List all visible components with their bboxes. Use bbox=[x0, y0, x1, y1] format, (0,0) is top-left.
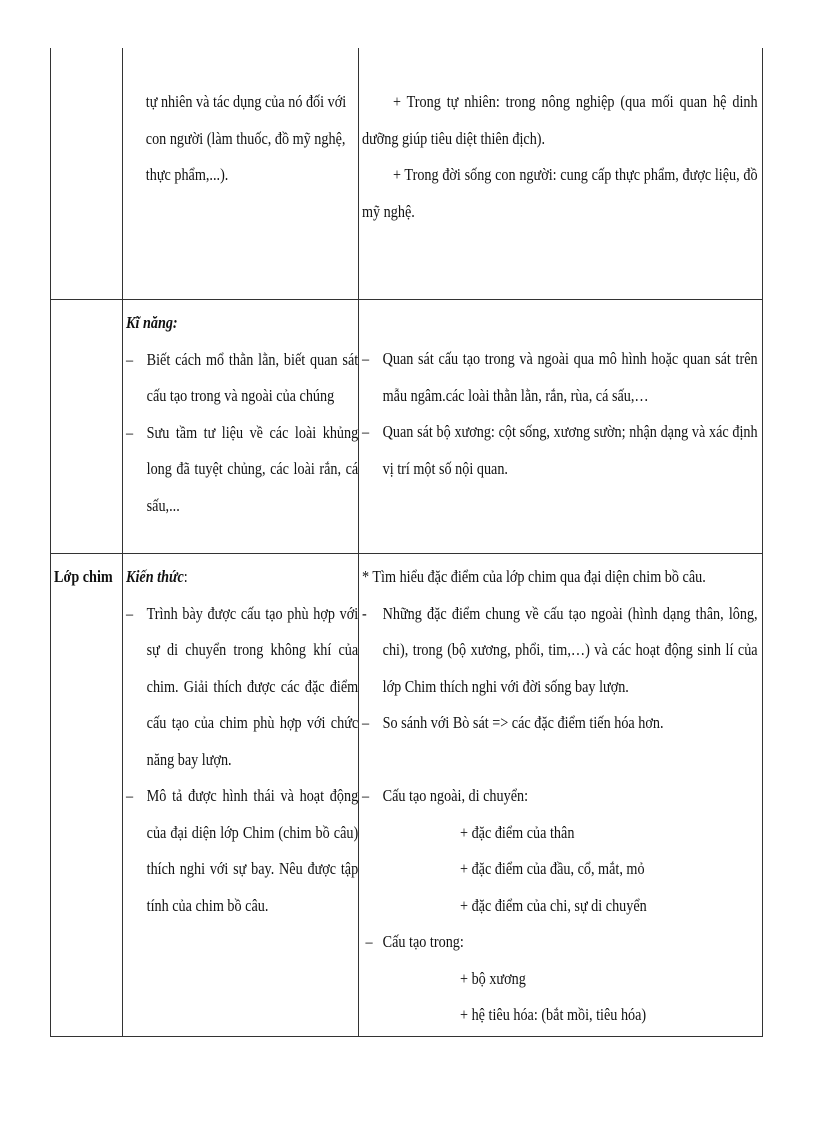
row2-heading: Kĩ năng: bbox=[126, 313, 178, 332]
row-divider-1 bbox=[50, 299, 762, 300]
row1-line-2: con người (làm thuốc, đồ mỹ nghệ, bbox=[145, 128, 346, 148]
row3-topic: Lớp chim bbox=[54, 567, 113, 586]
row2-activity-2: – Quan sát bộ xương: cột sống, xương sườn; nhận dạng và xác định vị trí một số nội quan. bbox=[362, 422, 758, 478]
row3-outer-sub-2: + đặc điểm của đầu, cổ, mắt, mỏ bbox=[460, 859, 645, 878]
row1-activity-human: + Trong đời sống con người: cung cấp thực phẩm, được liệu, đồ mỹ nghệ. bbox=[362, 165, 758, 221]
row2-skills-cell bbox=[126, 305, 358, 524]
row3-intro: * Tìm hiểu đặc điểm của lớp chim qua đại diện chim bồ câu. bbox=[362, 567, 706, 586]
column-divider-1 bbox=[122, 48, 123, 1036]
row2-activity-1: – Quan sát cấu tạo trong và ngoài qua mô hình hoặc quan sát trên mẫu ngâm.các loài thằn lằn, rắn, rùa, cá sấu,… bbox=[362, 349, 758, 405]
row2-skill-1: – Biết cách mổ thằn lằn, biết quan sát cấu tạo trong và ngoài của chúng bbox=[126, 349, 359, 405]
row3-inner-sub-2: + hệ tiêu hóa: (bắt mồi, tiêu hóa) bbox=[460, 1005, 647, 1024]
row3-outer-sub-1: + đặc điểm của thân bbox=[460, 822, 575, 842]
row1-activity-cell bbox=[362, 84, 758, 230]
row3-inner-sub-1: + bộ xương bbox=[460, 968, 526, 988]
row3-activity-cell bbox=[362, 559, 758, 1034]
row3-knowledge-cell bbox=[126, 559, 358, 924]
row2-skill-2: – Sưu tầm tư liệu về các loài khủng long đã tuyệt chủng, các loài rắn, cá sấu,... bbox=[126, 422, 359, 515]
row1-knowledge-cell bbox=[126, 84, 361, 194]
curriculum-table bbox=[50, 48, 763, 1037]
row3-compare: – So sánh với Bò sát => các đặc điểm tiến hóa hơn. bbox=[362, 713, 664, 732]
row3-knowledge-2: – Mô tả được hình thái và hoạt động của đại diện lớp Chim (chim bồ câu) thích nghi với sự bay. Nêu được tập tính của chim bồ câu. bbox=[126, 786, 359, 915]
row3-outer: – Cấu tạo ngoài, di chuyển: bbox=[362, 786, 529, 805]
table-border-left bbox=[50, 48, 51, 1036]
row3-inner: – Cấu tạo trong: bbox=[362, 932, 464, 951]
row3-knowledge-1: – Trình bày được cấu tạo phù hợp với sự di chuyển trong không khí của chim. Giải thích được các đặc điểm cấu tạo của chim phù hợp với chức năng bay lượn. bbox=[126, 603, 359, 769]
row1-line-1: tự nhiên và tác dụng của nó đối với bbox=[145, 92, 347, 111]
row1-line-3: thực phẩm,...). bbox=[145, 165, 229, 184]
row-divider-2 bbox=[50, 553, 762, 554]
row3-outer-sub-3: + đặc điểm của chi, sự di chuyển bbox=[460, 895, 647, 915]
row1-activity-nature: + Trong tự nhiên: trong nông nghiệp (qua mối quan hệ dinh dưỡng giúp tiêu diệt thiên địch). bbox=[362, 92, 758, 148]
row3-heading: Kiến thức: bbox=[126, 567, 188, 586]
row3-spacer bbox=[362, 742, 758, 779]
row3-topic-cell bbox=[54, 559, 114, 596]
row3-point: - Những đặc điểm chung về cấu tạo ngoài (hình dạng thân, lông, chi), trong (bộ xương, phổi, tim,…) và các hoạt động sinh lí của lớp Chim thích nghi với đời sống bay lượn. bbox=[362, 603, 758, 696]
row2-activity-cell bbox=[362, 341, 758, 487]
